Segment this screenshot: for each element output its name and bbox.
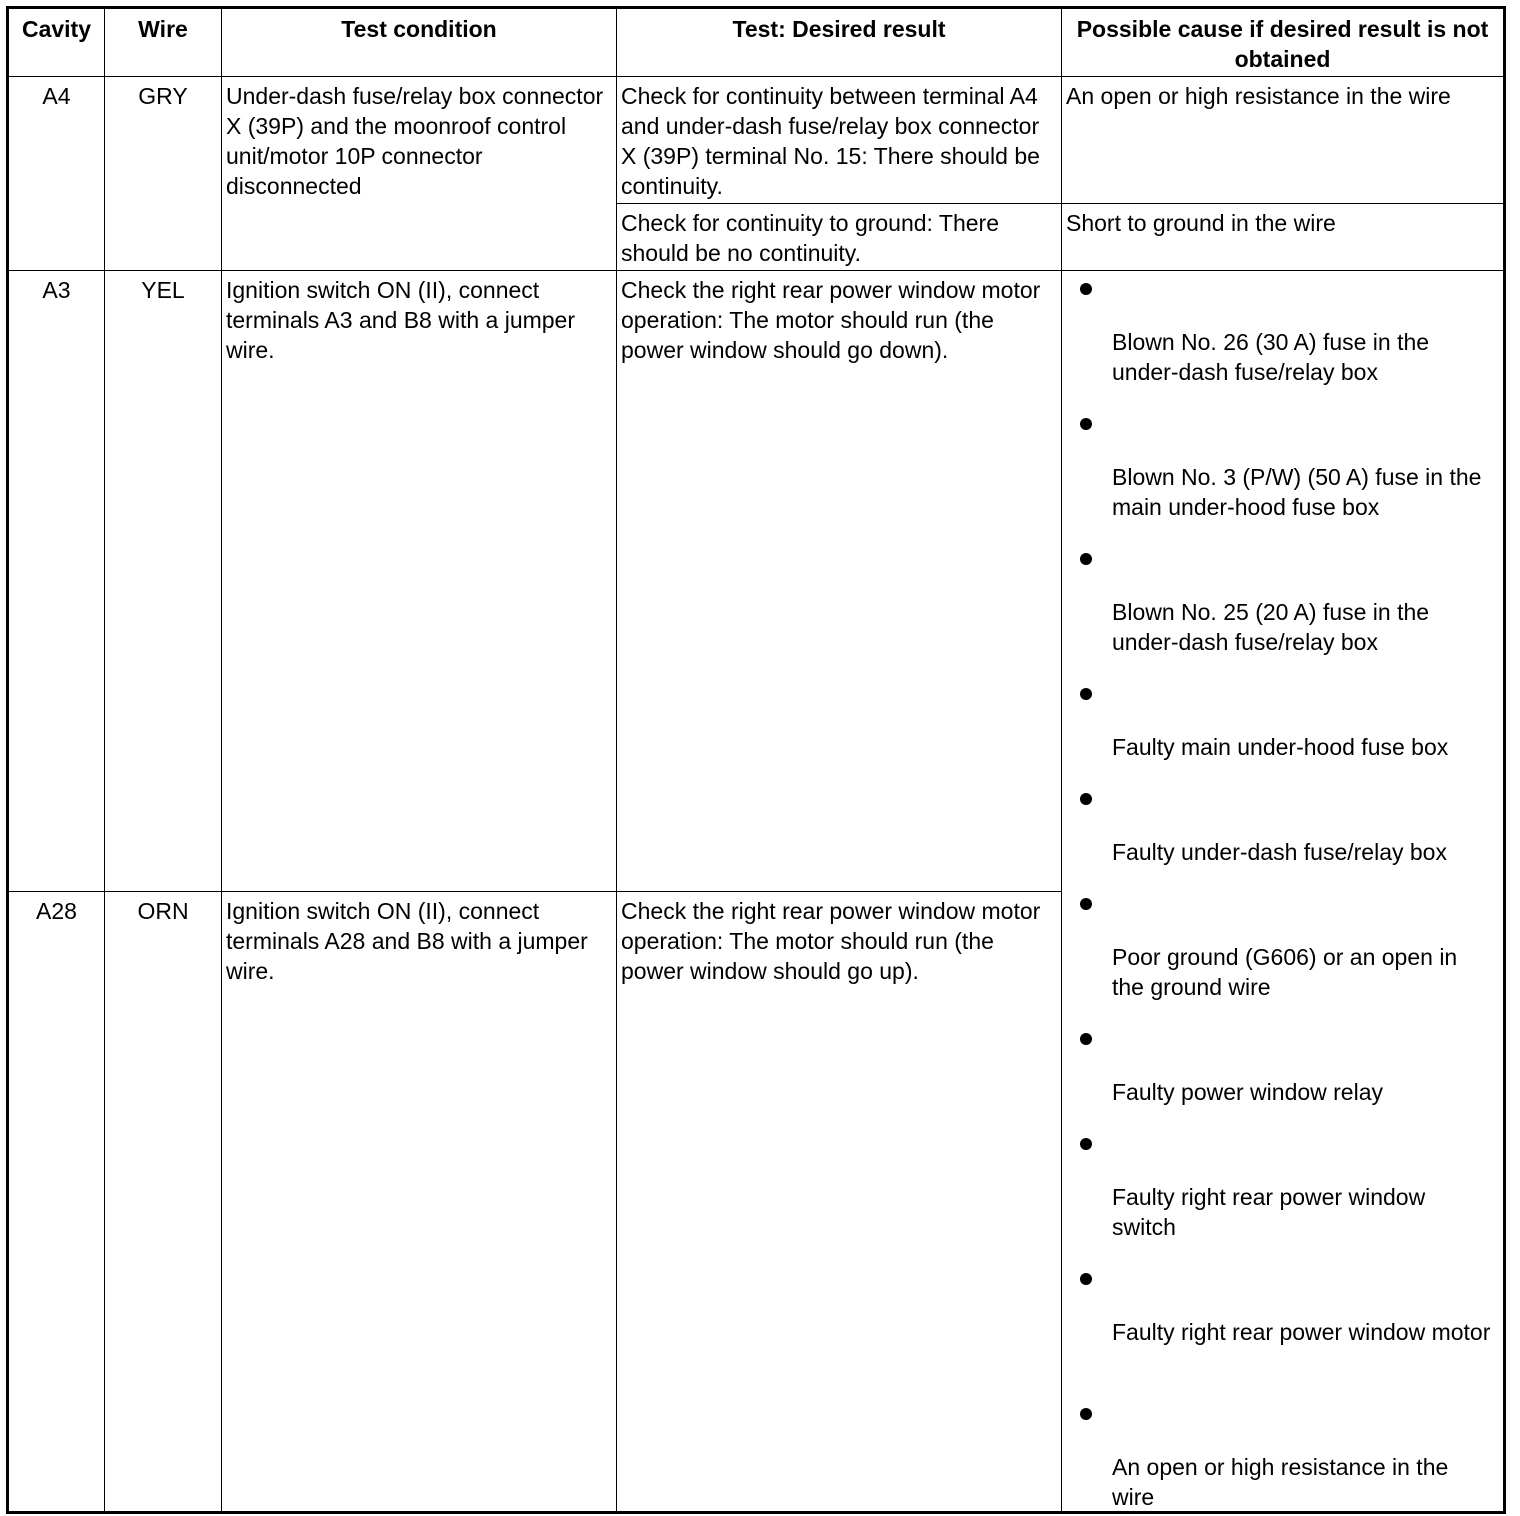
cell-result-a4-continuity: Check for continuity between terminal A4 and under-dash fuse/relay box connector X (39P) terminal No. 15: There should be continuity. [617,77,1062,204]
troubleshooting-table [6,6,1506,1514]
list-item [1062,271,1503,406]
table-row-a3 [8,271,1505,892]
bullet-icon [1080,898,1092,910]
bullet-icon [1080,1138,1092,1150]
cell-condition-a28: Ignition switch ON (II), connect terminals A28 and B8 with a jumper wire. [222,892,617,1513]
cause-text: An open or high resistance in the wire [1112,1454,1449,1510]
header-desired-result: Test: Desired result [617,8,1062,77]
bullet-icon [1080,418,1092,430]
cause-bullet-list [1062,271,1503,1510]
list-item [1062,781,1503,886]
cell-cause-a4-short: Short to ground in the wire [1062,204,1505,271]
cause-text: Blown No. 3 (P/W) (50 A) fuse in the main under-hood fuse box [1112,464,1482,520]
header-row [8,8,1505,77]
cell-cause-a4-open: An open or high resistance in the wire [1062,77,1505,204]
cell-cavity-a4: A4 [8,77,105,271]
bullet-icon [1080,1273,1092,1285]
cell-condition-a3: Ignition switch ON (II), connect terminals A3 and B8 with a jumper wire. [222,271,617,892]
bullet-icon [1080,1033,1092,1045]
cell-cavity-a3: A3 [8,271,105,892]
troubleshooting-table-page [6,6,1506,1514]
cell-result-a28: Check the right rear power window motor operation: The motor should run (the power window should go up). [617,892,1062,1513]
cell-wire-a3: YEL [105,271,222,892]
cell-result-a4-ground: Check for continuity to ground: There should be no continuity. [617,204,1062,271]
header-cavity: Cavity [8,8,105,77]
cause-text: Poor ground (G606) or an open in the ground wire [1112,944,1458,1000]
bullet-icon [1080,1408,1092,1420]
cell-cavity-a28: A28 [8,892,105,1513]
bullet-icon [1080,688,1092,700]
cell-shared-causes [1062,271,1505,1513]
cause-text: Faulty main under-hood fuse box [1112,734,1449,760]
table-row-a4 [8,77,1505,204]
list-item [1062,1021,1503,1126]
list-item [1062,406,1503,541]
bullet-icon [1080,793,1092,805]
bullet-icon [1080,553,1092,565]
cause-text: Faulty power window relay [1112,1079,1384,1105]
list-item [1062,1396,1503,1510]
list-item [1062,676,1503,781]
list-item [1062,541,1503,676]
cause-text: Faulty right rear power window motor [1112,1319,1491,1345]
list-item [1062,1126,1503,1261]
header-possible-cause: Possible cause if desired result is not obtained [1062,8,1505,77]
header-wire: Wire [105,8,222,77]
cause-text: Blown No. 25 (20 A) fuse in the under-dash fuse/relay box [1112,599,1430,655]
cell-condition-a4: Under-dash fuse/relay box connector X (39P) and the moonroof control unit/motor 10P connector disconnected [222,77,617,271]
list-item [1062,1261,1503,1396]
bullet-icon [1080,283,1092,295]
header-test-condition: Test condition [222,8,617,77]
list-item [1062,886,1503,1021]
cause-text: Faulty right rear power window switch [1112,1184,1426,1240]
cell-wire-a4: GRY [105,77,222,271]
cause-text: Blown No. 26 (30 A) fuse in the under-dash fuse/relay box [1112,329,1430,385]
cell-wire-a28: ORN [105,892,222,1513]
cell-result-a3: Check the right rear power window motor operation: The motor should run (the power window should go down). [617,271,1062,892]
cause-text: Faulty under-dash fuse/relay box [1112,839,1447,865]
